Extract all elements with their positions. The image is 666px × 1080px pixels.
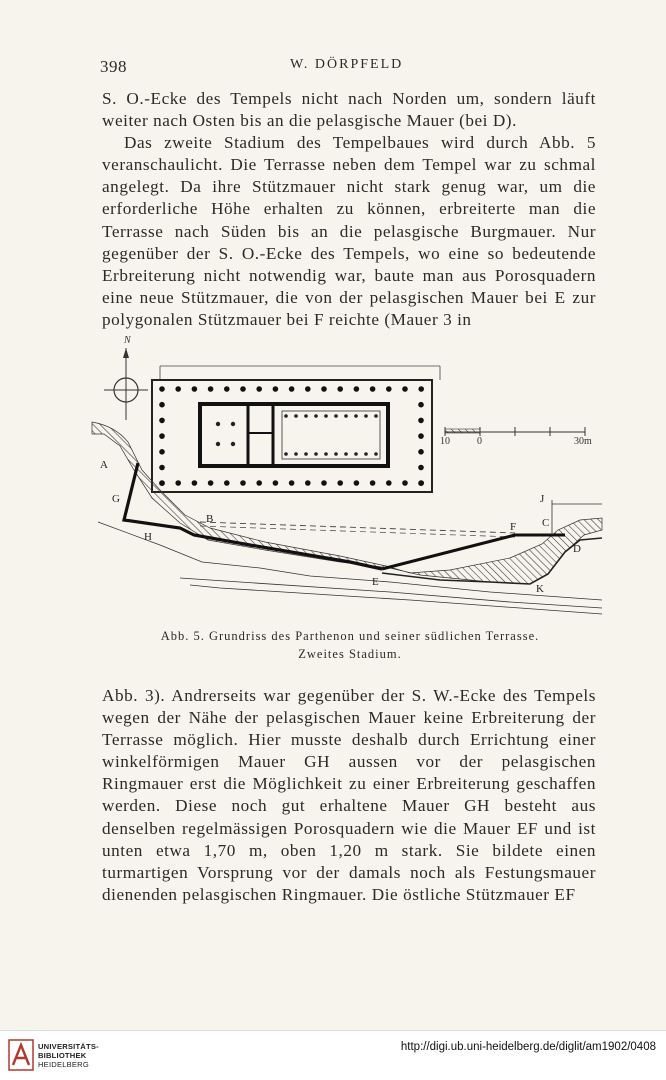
university-library-logo-icon (8, 1039, 34, 1071)
library-line-2: BIBLIOTHEK (38, 1051, 87, 1060)
cella-column (304, 414, 308, 418)
column (175, 480, 181, 486)
viewer-footer (0, 1030, 666, 1080)
column (159, 480, 165, 486)
top-text-block (102, 88, 596, 331)
column (159, 449, 165, 455)
column (289, 386, 295, 392)
label-D: D (573, 543, 581, 555)
scale-bar (440, 427, 592, 447)
column (192, 480, 198, 486)
library-line-3: HEIDELBERG (38, 1060, 89, 1069)
column (159, 433, 165, 439)
cella-column (294, 452, 298, 456)
cella-column (324, 452, 328, 456)
cella-column (324, 414, 328, 418)
page-number: 398 (100, 57, 127, 76)
column (418, 418, 424, 424)
library-line-1: UNIVERSITÄTS- (38, 1042, 99, 1051)
column (321, 386, 327, 392)
column (321, 480, 327, 486)
scale-label-10: 10 (440, 436, 450, 447)
column (418, 480, 424, 486)
column (159, 465, 165, 471)
column (305, 386, 311, 392)
column (175, 386, 181, 392)
label-J: J (540, 493, 545, 505)
column (240, 480, 246, 486)
cella-column (374, 414, 378, 418)
column (418, 449, 424, 455)
column (208, 480, 214, 486)
column (192, 386, 198, 392)
column (256, 386, 262, 392)
label-F: F (510, 521, 517, 533)
label-G: G (112, 493, 120, 505)
figure-caption (100, 627, 600, 663)
column (289, 480, 295, 486)
cella-column (374, 452, 378, 456)
label-H: H (144, 531, 152, 543)
wall-GH (124, 463, 382, 569)
cella-column (364, 414, 368, 418)
label-C: C (542, 517, 550, 529)
cella-columns (284, 414, 378, 456)
column (386, 386, 392, 392)
library-name (38, 1042, 99, 1069)
cella-column (284, 414, 288, 418)
figure-parthenon-plan (90, 330, 605, 620)
column (224, 480, 230, 486)
cella-column (314, 414, 318, 418)
column (418, 465, 424, 471)
cella-column (294, 414, 298, 418)
cella-column (334, 452, 338, 456)
page-header (100, 55, 600, 79)
label-E: E (372, 576, 379, 588)
column (240, 386, 246, 392)
running-head: W. DÖRPFELD (290, 57, 404, 72)
caption-line-2: Zweites Stadium. (298, 647, 402, 661)
label-B: B (206, 513, 214, 525)
column (402, 480, 408, 486)
column (256, 480, 262, 486)
paragraph-2: Das zweite Stadium des Tempelbaues wird durch Abb. 5 veranschaulicht. Die Terrasse neben dem Tempel war zu schmal angelegt. Da ihre Stützmauer nicht stark genug war, um die erforderliche Höhe erhalten zu können, erbreiterte man die Terrasse nach Süden bis an die pelasgische Burgmauer. Nur gegenüber der S. O.-Ecke des Tempels, wo eine so bedeutende Erbreiterung nicht notwendig war, baute man aus Porosquadern eine neue Stützmauer, die von der pelasgischen Mauer bei E zur polygonalen Stützmauer bei F reichte (Mauer 3 in (102, 133, 596, 329)
cella-column (284, 452, 288, 456)
plan-drawing (90, 330, 605, 620)
bottom-text-block (102, 685, 596, 906)
scale-label-0: 0 (477, 436, 482, 447)
column (273, 386, 279, 392)
column (224, 386, 230, 392)
cella-column (344, 452, 348, 456)
column (418, 402, 424, 408)
column (305, 480, 311, 486)
pelasgic-wall-hatched (92, 422, 602, 584)
column (386, 480, 392, 486)
column (337, 480, 343, 486)
caption-line-1: Abb. 5. Grundriss des Parthenon und seiner südlichen Terrasse. (160, 629, 540, 643)
cella-column (354, 452, 358, 456)
column (208, 386, 214, 392)
column (370, 480, 376, 486)
cella-column (354, 414, 358, 418)
column (370, 386, 376, 392)
column (418, 433, 424, 439)
scale-label-30m: 30m (574, 436, 592, 447)
label-A: A (100, 459, 108, 471)
column (159, 386, 165, 392)
column (354, 386, 360, 392)
source-url-link[interactable]: http://digi.ub.uni-heidelberg.de/diglit/am1902/0408 (400, 1041, 656, 1053)
cella-column (364, 452, 368, 456)
column (337, 386, 343, 392)
north-label: N (124, 335, 131, 346)
column (418, 386, 424, 392)
column (354, 480, 360, 486)
paragraph-3: Abb. 3). Andrerseits war gegenüber der S. W.-Ecke des Tempels wegen der Nähe der pelasgischen Mauer keine Erbreiterung der Terrasse möglich. Hier musste deshalb durch Errichtung einer winkelförmigen Mauer GH aussen vor der pelasgischen Ringmauer erst die Möglichkeit zu einer Erbreiterung geschaffen werden. Diese noch gut erhaltene Mauer GH besteht aus denselben regelmässigen Porosquadern wie die Mauer EF und ist unten etwa 1,70 m, oben 1,20 m stark. Sie bildete einen turmartigen Vorsprung vor der damals noch als Festungsmauer dienenden pelasgischen Ringmauer. Die östliche Stützmauer EF (102, 686, 596, 904)
column (159, 418, 165, 424)
north-arrow-icon (104, 335, 148, 420)
label-K: K (536, 583, 544, 595)
cella-column (334, 414, 338, 418)
column (273, 480, 279, 486)
cella-column (344, 414, 348, 418)
cella-column (304, 452, 308, 456)
paragraph-1: S. O.-Ecke des Tempels nicht nach Norden um, sondern läuft weiter nach Osten bis an die pelasgische Mauer (bei D). (102, 89, 596, 131)
cella (200, 404, 388, 466)
terrace-dashed-line (200, 522, 515, 533)
column (159, 402, 165, 408)
cella-column (314, 452, 318, 456)
column (402, 386, 408, 392)
